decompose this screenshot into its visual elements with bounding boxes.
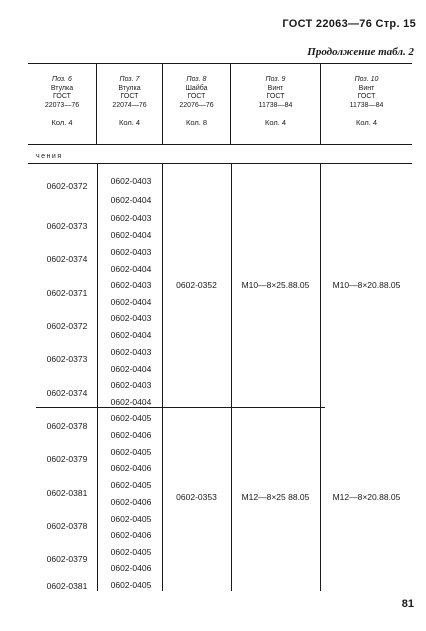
- page-header: ГОСТ 22063—76 Стр. 15: [282, 18, 416, 30]
- table-cell: 0602-0372: [46, 321, 88, 331]
- table-cell: 0602-0371: [46, 288, 88, 298]
- table-cell: 0602-0406: [110, 430, 152, 440]
- table-cell: 0602-0403: [110, 380, 152, 390]
- table-cell: 0602-0373: [46, 354, 88, 364]
- table-cell: 0602-0405: [110, 514, 152, 524]
- table-cell: 0602-0374: [46, 388, 88, 398]
- table-cell: 0602-0374: [46, 254, 88, 264]
- header-cell-pos8: Поз. 8 Шайба ГОСТ 22076—76 Кол. 8: [179, 76, 214, 127]
- table-cell: 0602-0405: [110, 480, 152, 490]
- screw-cell: M12—8×25 88.05: [241, 492, 310, 502]
- table-cell: 0602-0373: [46, 221, 88, 231]
- table-cell: 0602-0403: [110, 313, 152, 323]
- header-cell-pos7: Поз. 7 Втулка ГОСТ 22074—76 Кол. 4: [112, 76, 147, 127]
- screw-cell: M10—8×25.88.05: [241, 280, 310, 290]
- table-cell: 0602-0405: [110, 447, 152, 457]
- table-cell: 0602-0379: [46, 554, 88, 564]
- table-cell: 0602-0404: [110, 297, 152, 307]
- washer-cell: 0602-0352: [176, 280, 217, 290]
- table-cell: 0602-0406: [110, 463, 152, 473]
- table-cell: 0602-0406: [110, 497, 152, 507]
- screw-cell: M10—8×20.88.05: [332, 280, 401, 290]
- table-cell: 0602-0404: [110, 264, 152, 274]
- table-cell: 0602-0404: [110, 397, 152, 407]
- table-cell: 0602-0403: [110, 247, 152, 257]
- page-number: 81: [401, 598, 414, 610]
- table-cell: 0602-0405: [110, 413, 152, 423]
- header-cell-pos6: Поз. 6 Втулка ГОСТ 22073—76 Кол. 4: [44, 76, 80, 127]
- table-cell: 0602-0406: [110, 563, 152, 573]
- table-cell: 0602-0381: [46, 488, 88, 498]
- table-cell: 0602-0405: [110, 547, 152, 557]
- section-label: чения: [36, 153, 63, 160]
- table-cell: 0602-0404: [110, 195, 152, 205]
- screw-cell: M12—8×20.88.05: [332, 492, 401, 502]
- table-cell: 0602-0403: [110, 213, 152, 223]
- table-cell: 0602-0406: [110, 530, 152, 540]
- header-cell-pos9: Поз. 9 Винт ГОСТ 11738—84 Кол. 4: [258, 76, 293, 127]
- table-cell: 0602-0404: [110, 364, 152, 374]
- washer-cell: 0602-0353: [176, 492, 217, 502]
- table-cell: 0602-0403: [110, 176, 152, 186]
- table-cell: 0602-0405: [110, 580, 152, 590]
- table-cell: 0602-0381: [46, 581, 88, 591]
- table-cell: 0602-0403: [110, 347, 152, 357]
- table-cell: 0602-0378: [46, 421, 88, 431]
- table-cell: 0602-0403: [110, 280, 152, 290]
- header-cell-pos10: Поз. 10 Винт ГОСТ 11738—84 Кол. 4: [349, 76, 384, 127]
- table-continuation-label: Продолжение табл. 2: [307, 46, 414, 58]
- table-cell: 0602-0404: [110, 230, 152, 240]
- table-cell: 0602-0372: [46, 181, 88, 191]
- table-cell: 0602-0378: [46, 521, 88, 531]
- table-cell: 0602-0404: [110, 330, 152, 340]
- table-cell: 0602-0379: [46, 454, 88, 464]
